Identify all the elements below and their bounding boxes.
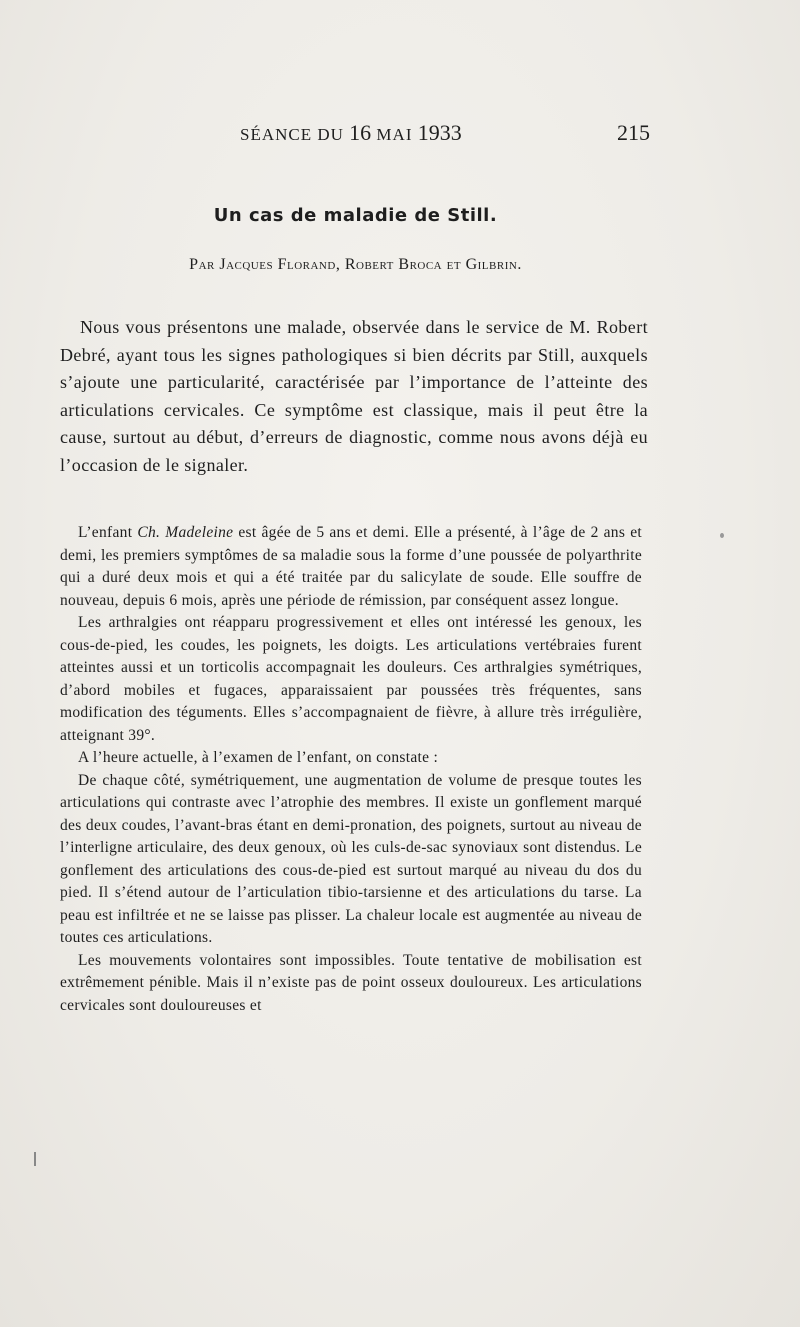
authors-prefix: Par — [189, 256, 215, 273]
patient-name: Ch. Madeleine — [137, 524, 234, 541]
page-number: 215 — [617, 120, 650, 145]
author-gilbrin: Gilbrin — [465, 256, 518, 273]
author-broca: Robert Broca — [344, 256, 443, 273]
observation-paragraph-4: De chaque côté, symétriquement, une augmentation de volume de presque toutes les articulations qui contraste avec l’atrophie des membres. Il existe un gonflement marqué des deux coudes, l’avant-bras étant en demi-pronation, des poignets, surtout au niveau de l’interligne articulaire, des deux genoux, où les culs-de-sac synoviaux sont distendus. Le gonflement des articulations des cous-de-pied est surtout marqué au niveau du dos du pied. Il s’étend autour de l’articulation tibio-tarsienne et des articulations du tarse. La peau est infiltrée et ne se laisse pas plisser. La chaleur locale est augmentée au niveau de toutes ces articulations. — [60, 771, 642, 946]
author-florand: Jacques Florand — [219, 256, 336, 273]
observation-p1-before: L’enfant — [78, 524, 133, 541]
running-head-year: 1933 — [417, 120, 462, 145]
running-head-seance: SÉANCE DU — [240, 125, 344, 144]
authors-suffix: . — [517, 256, 522, 273]
observation-paragraph-1 — [60, 522, 642, 612]
running-head — [240, 120, 462, 146]
observation-paragraph-3: A l’heure actuelle, à l’examen de l’enfant, on constate : — [78, 749, 439, 766]
observation-p1-after: est âgée de 5 ans et demi. Elle a présenté, à l’âge de 2 ans et demi, les premiers symptômes de sa maladie sous la forme d’une poussée de polyarthrite qui a duré deux mois et qui a été traitée par du salicylate de soude. Elle souffre de nouveau, depuis 6 mois, après une période de rémission, par conséquent assez longue. — [60, 524, 642, 609]
ink-speck — [720, 533, 724, 538]
observation-paragraph-5: Les mouvements volontaires sont impossibles. Toute tentative de mobilisation est extrêmement pénible. Mais il n’existe pas de point osseux douloureux. Les articulations cervicales sont douloureuses et — [60, 951, 642, 1014]
observation-section — [60, 522, 642, 1017]
margin-mark — [34, 1152, 36, 1166]
running-head-day: 16 — [349, 120, 372, 145]
authors-conjunction: et — [446, 256, 462, 273]
observation-paragraph-2: Les arthralgies ont réapparu progressivement et elles ont intéressé les genoux, les cous-de-pied, les coudes, les poignets, les doigts. Les articulations vertébraies furent atteintes aussi et un torticolis accompagnait les douleurs. Ces arthralgies symétriques, d’abord mobiles et fugaces, apparaissaient par poussées très fréquentes, sans modification des téguments. Elles s’accompagnaient de fièvre, à allure très irrégulière, atteignant 39°. — [60, 614, 642, 744]
article-authors — [0, 256, 711, 274]
running-head-month: MAI — [376, 125, 413, 144]
authors-separator: , — [335, 256, 341, 273]
intro-paragraph: Nous vous présentons une malade, observée dans le service de M. Robert Debré, ayant tous les signes pathologiques si bien décrits par Still, auxquels s’ajoute une particularité, caractérisée par l’importance de l’atteinte des articulations cervicales. Ce symptôme est classique, mais il peut être la cause, surtout au début, d’erreurs de diagnostic, comme nous avons déjà eu l’occasion de le signaler. — [60, 317, 648, 475]
article-title: Un cas de maladie de Still. — [213, 205, 498, 226]
